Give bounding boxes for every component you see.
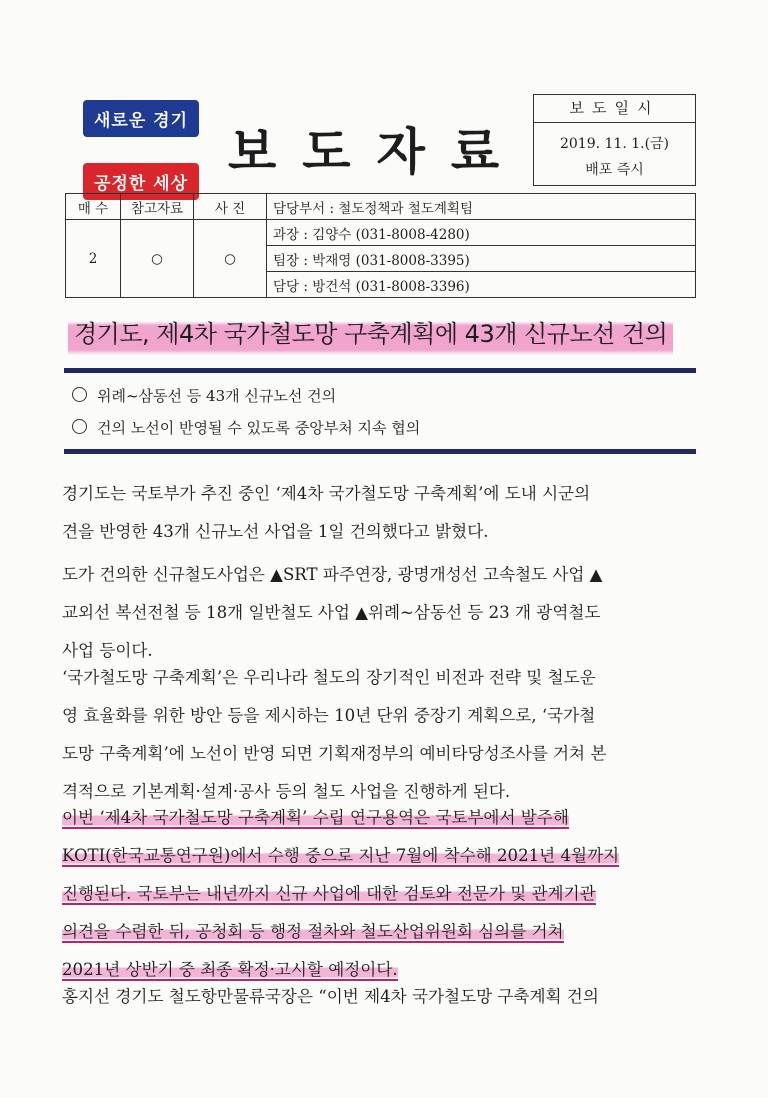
circle-bullet-icon [72,419,87,434]
highlighted-text: 진행된다. 국토부는 내년까지 신규 사업에 대한 검토와 전문가 및 관계기관 [62,884,596,903]
divider-bottom [64,449,696,454]
gyeonggi-logo [83,100,199,200]
contact-staff: 담당 : 방건석 (031-8008-3396) [267,272,696,298]
release-date-header: 보도일시 [534,95,695,123]
reference-value: ○ [121,220,194,298]
contact-manager: 과장 : 김양수 (031-8008-4280) [267,220,696,246]
summary-bullets [72,382,420,446]
paragraph-line [62,839,702,877]
bullet-text: 위례~삼동선 등 43개 신규노선 건의 [97,387,337,405]
paragraph-line: 교외선 복선전철 등 18개 일반철도 사업 ▲위례~삼동선 등 23 개 광역철도 [62,603,601,622]
department-cell: 담당부서 : 철도정책과 철도계획팀 [267,194,696,220]
paragraph-5 [62,980,702,1018]
logo-slogan-bottom: 공정한 세상 [83,163,199,200]
paragraph-line: ‘국가철도망 구축계획’은 우리나라 철도의 장기적인 비전과 전략 및 철도운 [62,668,596,687]
headline: 경기도, 제4차 국가철도망 구축계획에 43개 신규노선 건의 [68,313,673,355]
highlighted-text: 이번 ‘제4차 국가철도망 구축계획’ 수립 연구용역은 국토부에서 발주해 [62,808,569,827]
paragraph-2 [62,558,702,672]
pages-value: 2 [66,220,121,298]
paragraph-line [62,801,702,839]
highlighted-text: KOTI(한국교통연구원)에서 수행 중으로 지난 7월에 착수해 2021년 4월까지 [62,846,620,865]
reference-header: 참고자료 [121,194,194,220]
photo-value: ○ [194,220,267,298]
bullet-item [72,382,420,414]
paragraph-3 [62,661,702,813]
paragraph-1 [62,477,702,553]
paragraph-line: 영 효율화를 위한 방안 등을 제시하는 10년 단위 중장기 계획으로, ‘국가철 [62,706,596,725]
bullet-text: 건의 노선이 반영될 수 있도록 중앙부처 지속 협의 [97,419,421,437]
divider-top [64,368,696,373]
paragraph-line [62,915,702,953]
contact-team-lead: 팀장 : 박재영 (031-8008-3395) [267,246,696,272]
paragraph-line [62,877,702,915]
paragraph-4-highlighted [62,801,702,991]
release-date-box [533,94,696,186]
release-date: 2019. 11. 1.(금) [559,136,670,152]
paragraph-line: 격적으로 기본계획·설계·공사 등의 철도 사업을 진행하게 된다. [62,782,511,801]
paragraph-line: 경기도는 국토부가 추진 중인 ‘제4차 국가철도망 구축계획’에 도내 시군의 [62,484,591,503]
logo-slogan-top: 새로운 경기 [83,100,199,137]
paragraph-line: 홍지선 경기도 철도항만물류국장은 “이번 제4차 국가철도망 구축계획 건의 [62,987,599,1006]
release-timing: 배포 즉시 [585,162,644,178]
paragraph-line: 사업 등이다. [62,641,153,660]
bullet-item [72,414,420,446]
pages-header: 매 수 [66,194,121,220]
paragraph-line: 도망 구축계획’에 노선이 반영 되면 기획재정부의 예비타당성조사를 거쳐 본 [62,744,607,763]
highlighted-text: 2021년 상반기 중 최종 확정·고시할 예정이다. [62,960,398,979]
photo-header: 사 진 [194,194,267,220]
circle-bullet-icon [72,387,87,402]
contact-info-table [65,193,696,298]
paragraph-line: 견을 반영한 43개 신규노선 사업을 1일 건의했다고 밝혔다. [62,522,489,541]
document-title: 보도자료 [228,122,526,181]
paragraph-line: 도가 건의한 신규철도사업은 ▲SRT 파주연장, 광명개성선 고속철도 사업 ▲ [62,565,603,584]
highlighted-text: 의견을 수렴한 뒤, 공청회 등 행정 절차와 철도산업위원회 심의를 거쳐 [62,922,564,941]
